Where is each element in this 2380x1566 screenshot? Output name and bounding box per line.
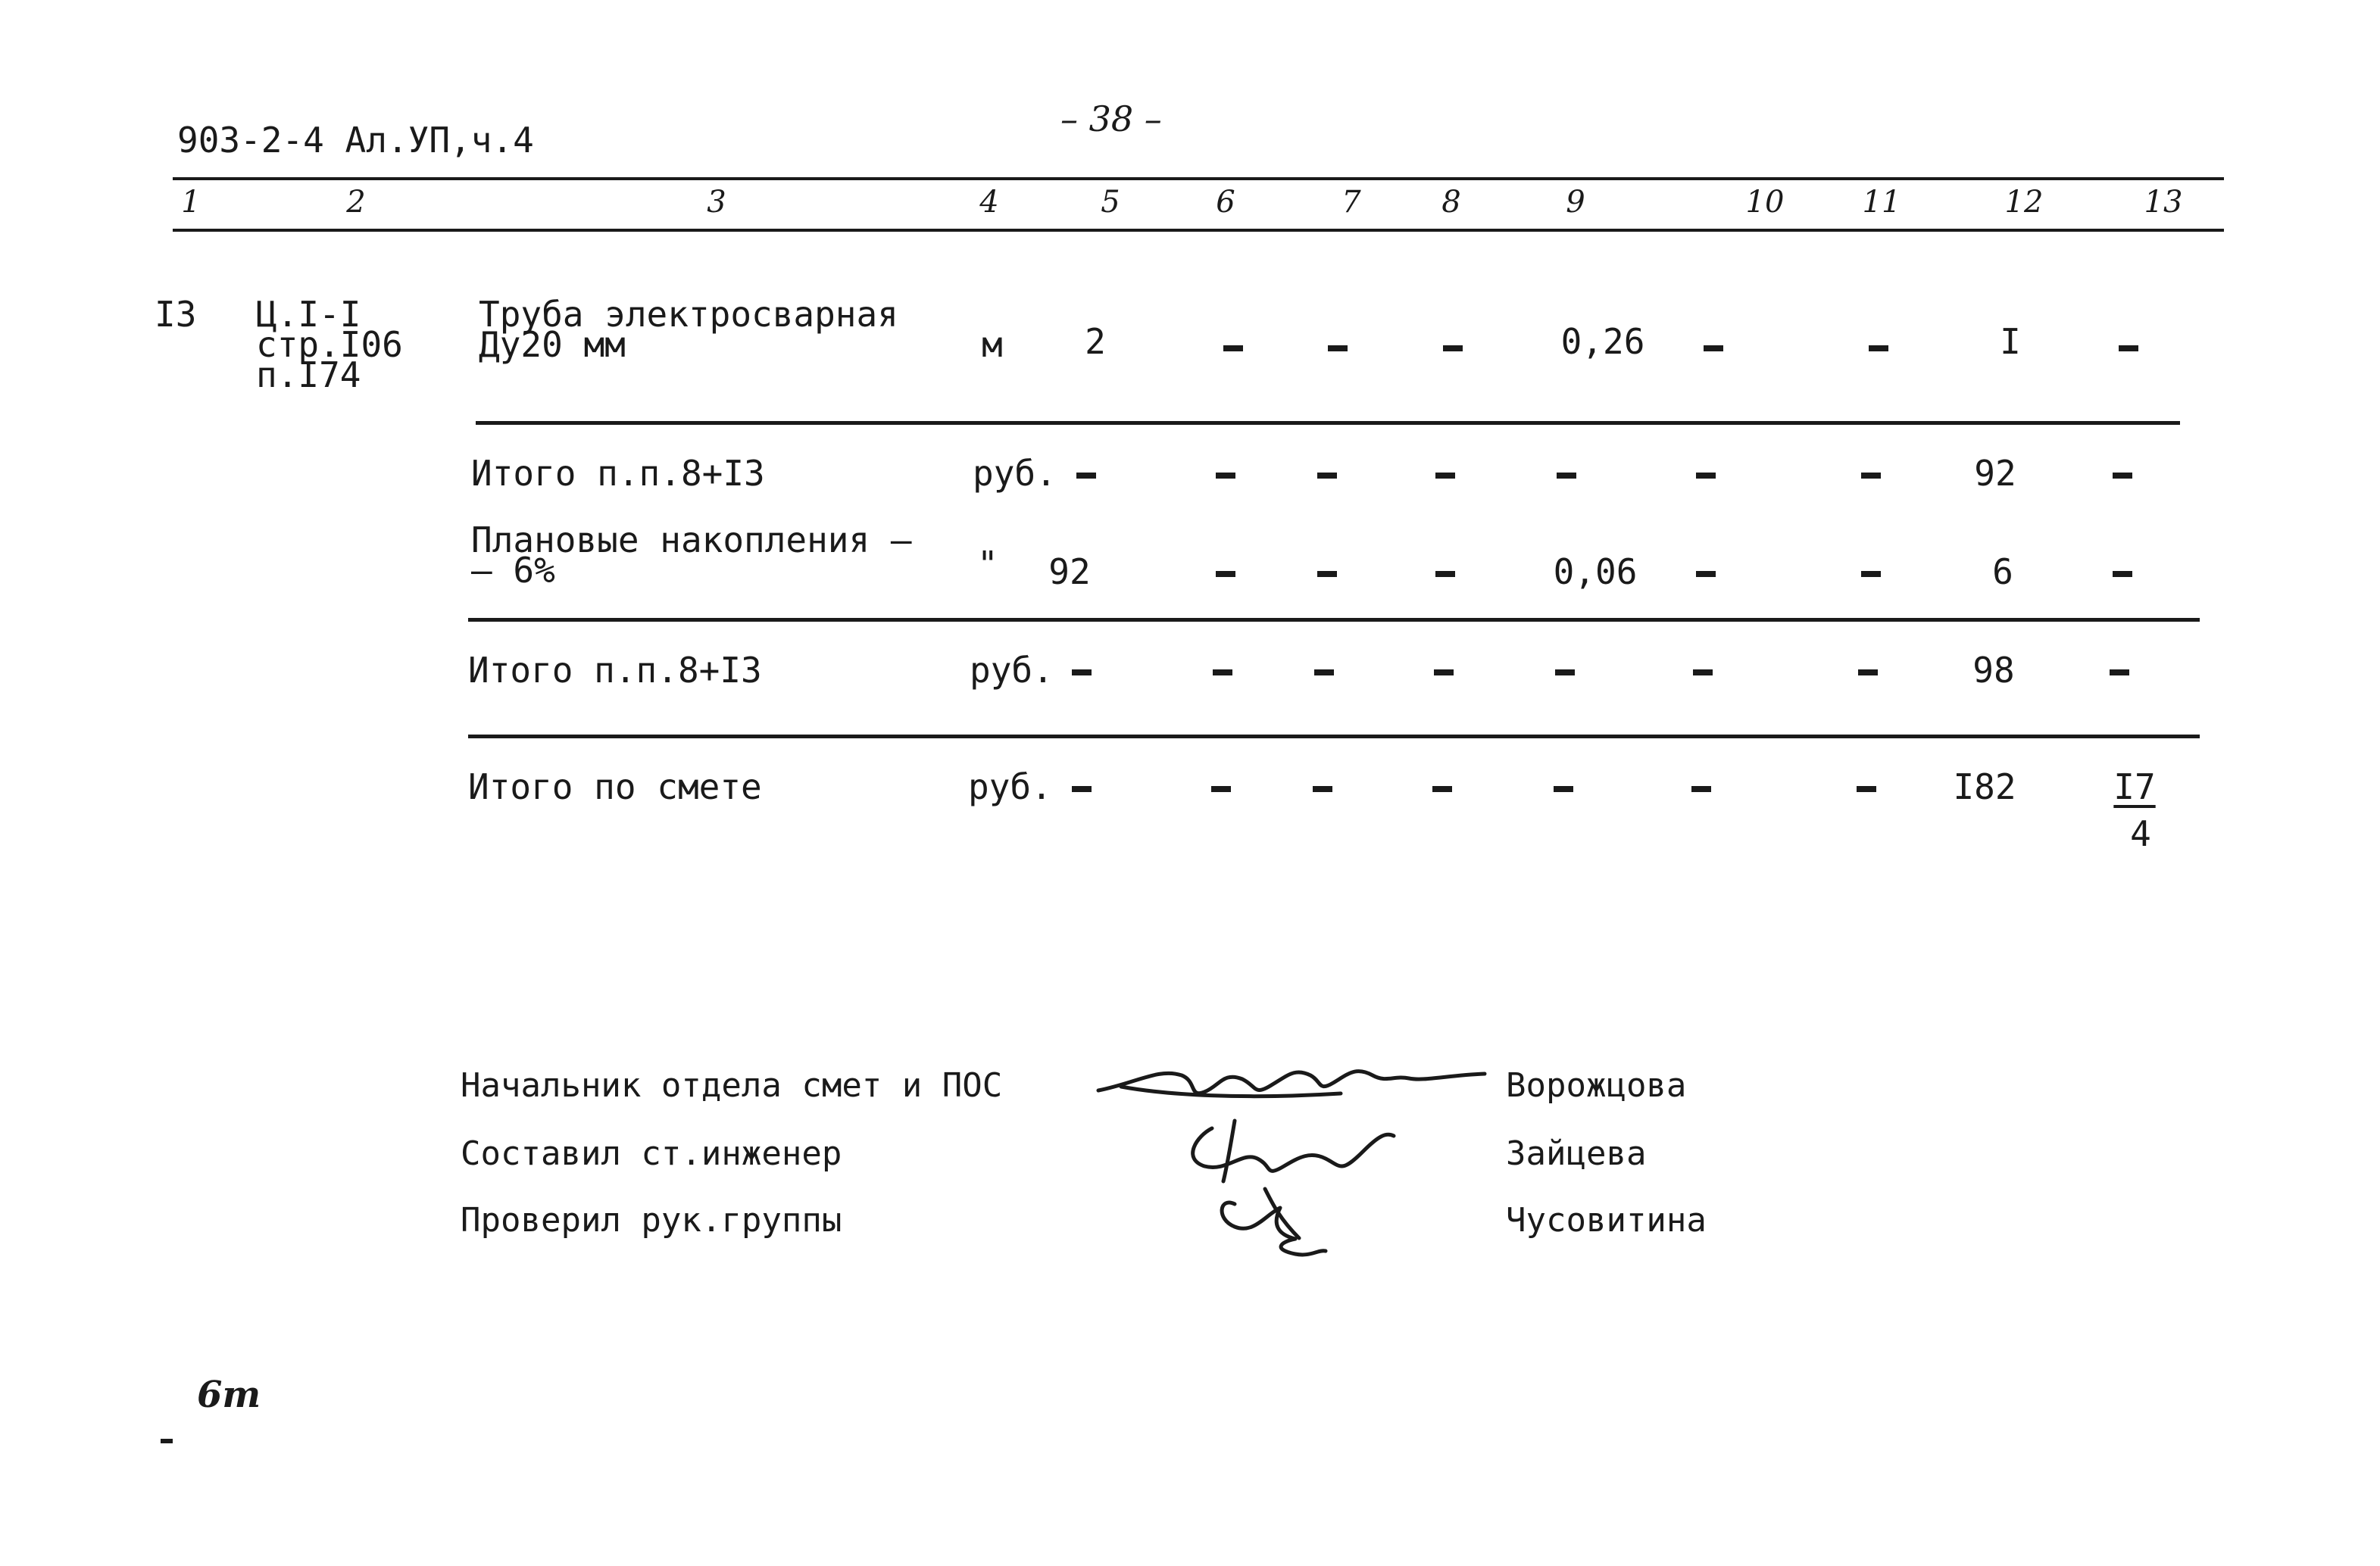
dash bbox=[1328, 345, 1348, 351]
dash bbox=[1072, 786, 1092, 792]
signature-role-1: Начальник отдела смет и ПОС bbox=[461, 1066, 1003, 1105]
row-unit: м bbox=[982, 324, 1003, 365]
dash bbox=[2110, 669, 2129, 675]
column-number-12: 12 bbox=[2004, 185, 2044, 220]
column-number-1: 1 bbox=[181, 185, 201, 220]
header-rule-bottom bbox=[173, 229, 2224, 232]
signature-stroke-2b bbox=[1223, 1121, 1235, 1181]
column-number-3: 3 bbox=[707, 185, 726, 220]
column-number-13: 13 bbox=[2144, 185, 2183, 220]
dash bbox=[2113, 473, 2132, 479]
signature-stroke-2 bbox=[1193, 1128, 1394, 1171]
dash bbox=[1704, 345, 1723, 351]
dash bbox=[1858, 669, 1878, 675]
column-number-4: 4 bbox=[979, 185, 999, 220]
column-number-11: 11 bbox=[1862, 185, 1901, 220]
dash bbox=[1557, 473, 1576, 479]
dash bbox=[2119, 345, 2138, 351]
total-unit: руб. bbox=[970, 650, 1054, 691]
column-number-8: 8 bbox=[1441, 185, 1461, 220]
column-number-10: 10 bbox=[1745, 185, 1785, 220]
column-number-7: 7 bbox=[1341, 185, 1361, 220]
dash bbox=[1691, 786, 1711, 792]
dash bbox=[1211, 786, 1231, 792]
dash bbox=[1216, 571, 1235, 577]
row-name-line-1: Труба электросварная bbox=[479, 294, 898, 335]
column-number-6: 6 bbox=[1216, 185, 1235, 220]
dash bbox=[2113, 571, 2132, 577]
dash bbox=[1861, 571, 1881, 577]
dash bbox=[1317, 571, 1337, 577]
signature-role-2: Составил ст.инженер bbox=[461, 1134, 842, 1173]
grand-total-label: Итого по смете bbox=[468, 766, 762, 807]
column-number-9: 9 bbox=[1566, 185, 1585, 220]
signature-role-3: Проверил рук.группы bbox=[461, 1201, 842, 1240]
dash bbox=[1223, 345, 1243, 351]
dash bbox=[1861, 473, 1881, 479]
dash bbox=[1213, 669, 1232, 675]
dash bbox=[1857, 786, 1876, 792]
signature-name-2: Зайцева bbox=[1506, 1134, 1647, 1173]
signature-stroke-1b bbox=[1121, 1087, 1341, 1097]
dash bbox=[1434, 669, 1454, 675]
row-col9: 0,26 bbox=[1560, 321, 1645, 362]
dash bbox=[1317, 473, 1337, 479]
row-col5: 2 bbox=[1085, 321, 1106, 362]
dash bbox=[1435, 571, 1455, 577]
savings-col12: 6 bbox=[1992, 551, 2013, 592]
grand-total-col13-denominator: 4 bbox=[2130, 813, 2151, 854]
total-label: Итого п.п.8+I3 bbox=[468, 650, 762, 691]
dash bbox=[1869, 345, 1888, 351]
signature-name-1: Ворожцова bbox=[1506, 1066, 1687, 1105]
signature-stroke-3 bbox=[1222, 1203, 1326, 1255]
dash bbox=[1432, 786, 1452, 792]
page-number: – 38 – bbox=[1060, 98, 1162, 139]
dash bbox=[1072, 669, 1092, 675]
dash bbox=[1443, 345, 1463, 351]
column-number-2: 2 bbox=[346, 185, 366, 220]
separator-line bbox=[476, 421, 2180, 425]
dash bbox=[1313, 786, 1332, 792]
total-label: Итого п.п.8+I3 bbox=[471, 453, 765, 494]
dash bbox=[1314, 669, 1334, 675]
savings-unit: " bbox=[977, 544, 998, 585]
dash bbox=[1555, 669, 1575, 675]
row-ref-line-1: Ц.I-I bbox=[256, 294, 361, 335]
signature-name-3: Чусовитина bbox=[1506, 1201, 1707, 1240]
handwritten-signatures bbox=[1091, 1045, 1500, 1257]
corner-mark bbox=[161, 1439, 173, 1443]
grand-total-col13-numerator: I7 bbox=[2113, 766, 2156, 807]
total-col12: 98 bbox=[1972, 650, 2015, 691]
row-number: I3 bbox=[155, 294, 197, 335]
total-col12: 92 bbox=[1974, 453, 2016, 494]
row-ref-line-3: п.I74 bbox=[256, 354, 361, 395]
savings-label-line-2: – 6% bbox=[471, 550, 555, 591]
grand-total-unit: руб. bbox=[968, 766, 1052, 807]
dash bbox=[1435, 473, 1455, 479]
document-code: 903-2-4 Ал.УП,ч.4 bbox=[177, 120, 534, 161]
column-number-5: 5 bbox=[1101, 185, 1120, 220]
savings-label-line-1: Плановые накопления – bbox=[471, 519, 912, 560]
row-ref-line-2: стр.I06 bbox=[256, 324, 403, 365]
savings-col9: 0,06 bbox=[1553, 551, 1638, 592]
grand-total-col12: I82 bbox=[1953, 766, 2016, 807]
separator-line bbox=[468, 618, 2200, 622]
dash bbox=[1554, 786, 1573, 792]
savings-col5: 92 bbox=[1048, 551, 1091, 592]
footer-mark: 6т bbox=[197, 1374, 261, 1416]
dash bbox=[1696, 571, 1716, 577]
row-name-line-2: Ду20 мм bbox=[479, 324, 626, 365]
total-unit: руб. bbox=[973, 453, 1057, 494]
header-rule-top bbox=[173, 177, 2224, 180]
row-col12: I bbox=[2000, 321, 2021, 362]
dash bbox=[1693, 669, 1713, 675]
separator-line bbox=[468, 735, 2200, 738]
dash bbox=[1696, 473, 1716, 479]
dash bbox=[1216, 473, 1235, 479]
dash bbox=[1076, 473, 1096, 479]
